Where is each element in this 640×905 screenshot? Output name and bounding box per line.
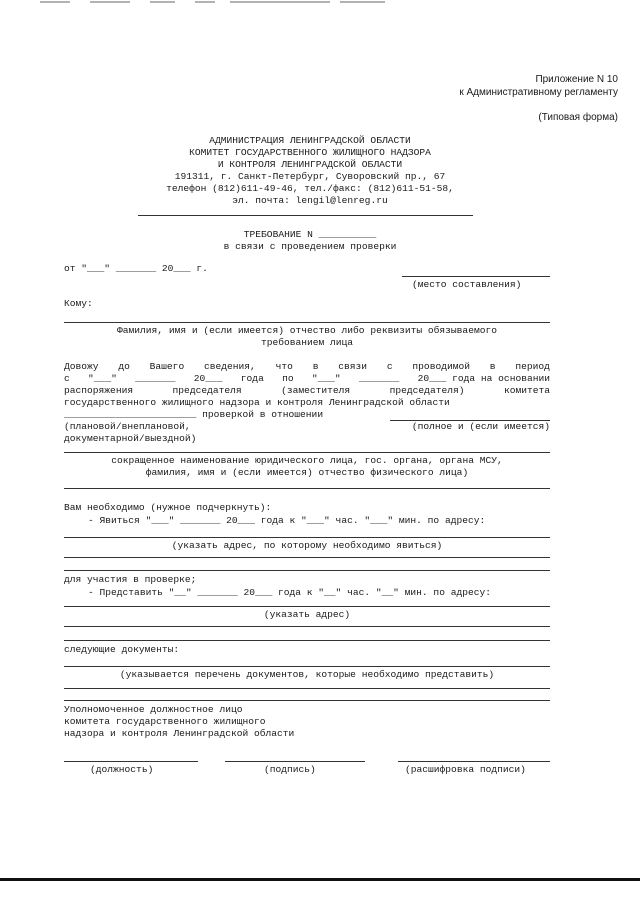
appendix-subtitle: к Административному регламенту	[459, 87, 618, 98]
decoding-caption: (расшифровка подписи)	[405, 764, 526, 775]
document-title: ТРЕБОВАНИЕ N __________	[243, 229, 377, 240]
subject-name-caption-2: фамилия, имя и (если имеется) отчество физического лица)	[145, 467, 469, 478]
authority-line-3: И КОНТРОЛЯ ЛЕНИНГРАДСКОЙ ОБЛАСТИ	[217, 159, 403, 170]
present-line: - Представить "__" _______ 20___ года к "__" час. "__" мин. по адресу:	[88, 587, 492, 598]
decoding-signature-line	[398, 761, 550, 762]
date-line: от "___" _______ 20___ г.	[64, 263, 208, 274]
present-address-line-2	[64, 626, 550, 627]
subject-name-line-3	[64, 488, 550, 489]
documents-line-3	[64, 700, 550, 701]
place-line	[402, 276, 550, 277]
signature-caption: (подпись)	[264, 764, 316, 775]
official-line-2: комитета государственного жилищного	[64, 716, 266, 727]
page-bottom-edge	[0, 878, 640, 881]
subject-name-caption-1: сокращенное наименование юридического лица, гос. органа, органа МСУ,	[111, 455, 503, 466]
addressee-caption-2: требованием лица	[260, 337, 354, 348]
appear-caption: (указать адрес, по которому необходимо явиться)	[171, 540, 443, 551]
present-address-line-3	[64, 640, 550, 641]
documents-label: следующие документы:	[64, 644, 180, 655]
appear-address-line-2	[64, 557, 550, 558]
to-label: Кому:	[64, 298, 93, 309]
documents-line-2	[64, 688, 550, 689]
addressee-caption-1: Фамилия, имя и (если имеется) отчество либо реквизиты обязываемого	[117, 325, 497, 336]
subject-name-line-2	[64, 452, 550, 453]
top-edge-scan-marks	[0, 0, 400, 6]
document-subtitle: в связи с проведением проверки	[223, 241, 397, 252]
official-line-3: надзора и контроля Ленинградской области	[64, 728, 295, 739]
authority-line-1: АДМИНИСТРАЦИЯ ЛЕНИНГРАДСКОЙ ОБЛАСТИ	[209, 135, 411, 146]
authority-address: 191311, г. Санкт-Петербург, Суворовский пр., 67	[174, 171, 446, 182]
notice-row-2: с "___" _______ 20___ года по "___" _______ 20___ года на основании	[64, 373, 550, 384]
official-line-1: Уполномоченное должностное лицо	[64, 704, 243, 715]
present-address-line	[64, 606, 550, 607]
documents-line	[64, 666, 550, 667]
need-label: Вам необходимо (нужное подчеркнуть):	[64, 502, 272, 513]
place-caption: (место составления)	[412, 279, 522, 290]
appear-line: - Явиться "___" _______ 20___ года к "___" час. "___" мин. по адресу:	[88, 515, 486, 526]
subject-name-caption-right: (полное и (если имеется)	[411, 421, 550, 432]
documents-caption: (указывается перечень документов, которые необходимо представить)	[119, 669, 495, 680]
present-address-caption: (указать адрес)	[263, 609, 351, 620]
check-type-caption-1: (плановой/внеплановой,	[64, 421, 191, 432]
notice-row-5: _______________________ проверкой в отношении	[64, 409, 324, 420]
addressee-line	[64, 322, 550, 323]
notice-row-3: распоряжения председателя (заместителя председателя) комитета	[64, 385, 550, 396]
notice-row-4: государственного жилищного надзора и контроля Ленинградской области	[64, 397, 450, 408]
form-type-label: (Типовая форма)	[538, 112, 618, 123]
authority-email: эл. почта: lengil@lenreg.ru	[232, 195, 388, 206]
signature-line	[225, 761, 365, 762]
notice-row-1: Довожу до Вашего сведения, что в связи с проводимой в период	[64, 361, 550, 372]
appear-address-line-3	[64, 570, 550, 571]
appendix-title: Приложение N 10	[535, 74, 618, 85]
authority-line-2: КОМИТЕТ ГОСУДАРСТВЕННОГО ЖИЛИЩНОГО НАДЗОРА	[189, 147, 431, 158]
authority-phone: телефон (812)611-49-46, тел./факс: (812)611-51-58,	[166, 183, 454, 194]
position-signature-line	[64, 761, 198, 762]
check-type-caption-2: документарной/выездной)	[64, 433, 197, 444]
header-divider	[138, 215, 473, 216]
appear-address-line	[64, 537, 550, 538]
position-caption: (должность)	[90, 764, 154, 775]
participation-text: для участия в проверке;	[64, 574, 197, 585]
